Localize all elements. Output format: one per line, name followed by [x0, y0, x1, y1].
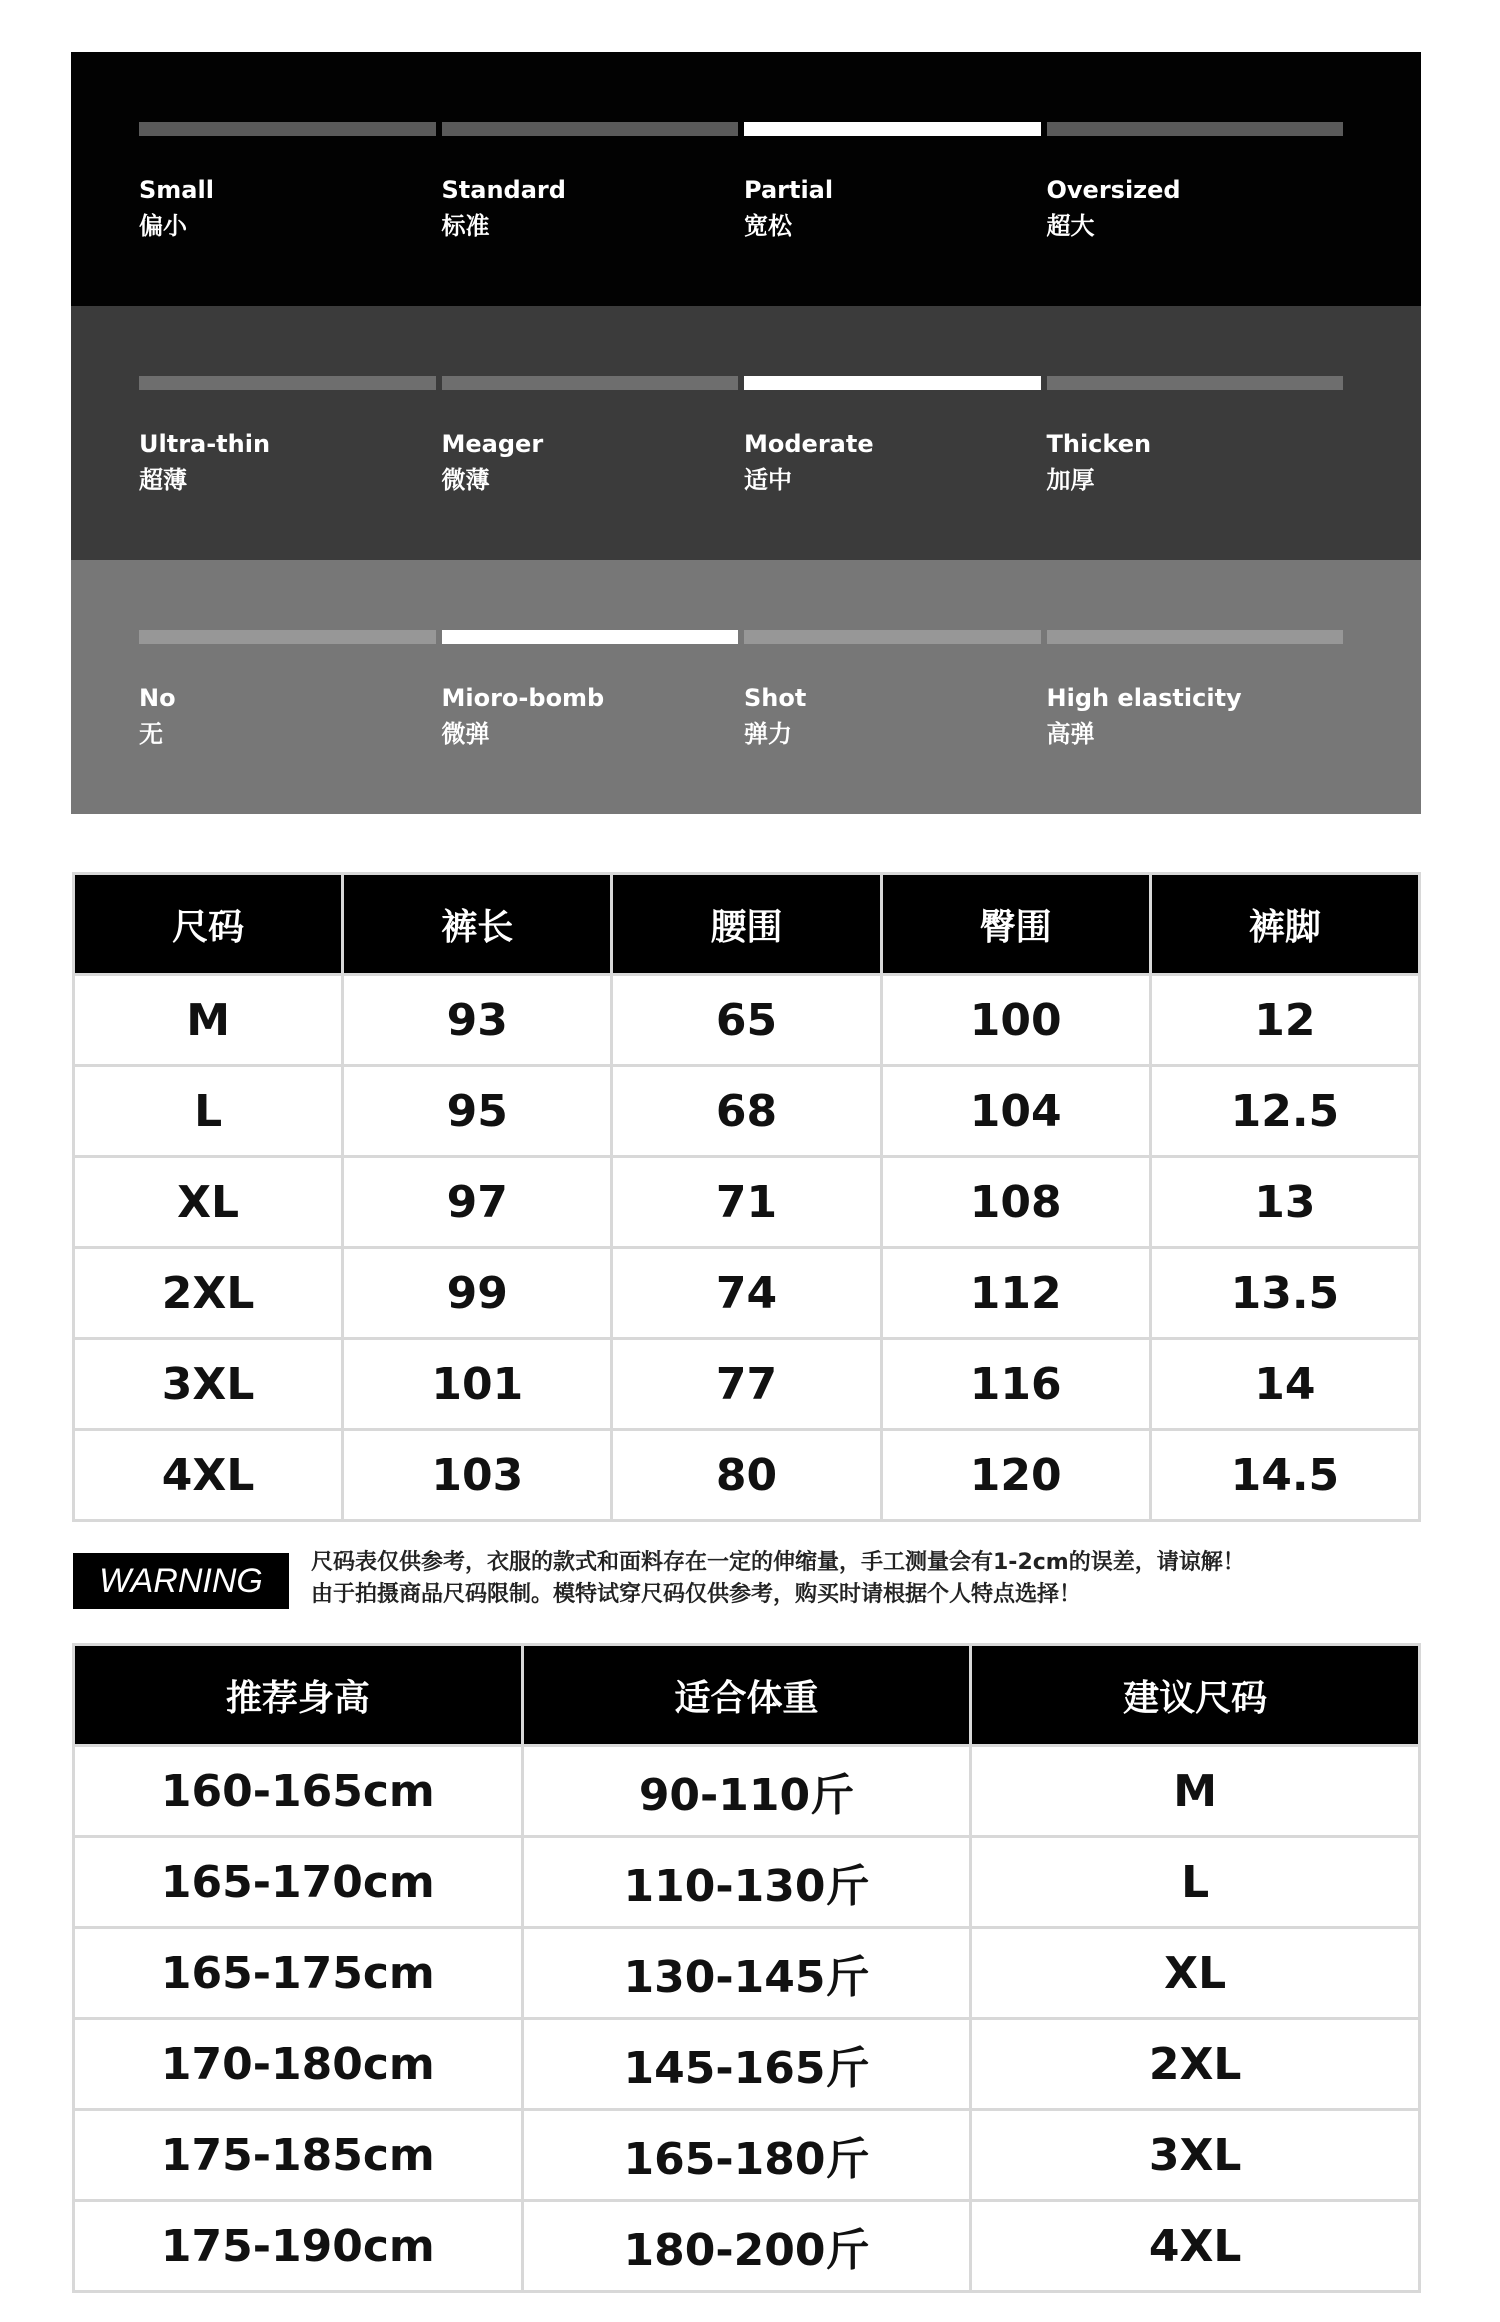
- table-cell: 2XL: [971, 2019, 1420, 2110]
- table-cell: 4XL: [74, 1430, 343, 1521]
- table-cell: M: [971, 1746, 1420, 1837]
- attribute-scale: [139, 122, 1343, 136]
- option-label-en: No: [139, 684, 176, 712]
- table-row: [74, 975, 1420, 1066]
- table-cell: 2XL: [74, 1248, 343, 1339]
- scale-segment-active: [744, 122, 1041, 136]
- table-cell: 112: [881, 1248, 1150, 1339]
- table-row: [74, 1339, 1420, 1430]
- table-cell: 165-180斤: [522, 2110, 971, 2201]
- table-cell: 74: [612, 1248, 881, 1339]
- warning-line-2: 由于拍摄商品尺码限制。模特试穿尺码仅供参考，购买时请根据个人特点选择！: [311, 1582, 1082, 1607]
- option-label-zh: 偏小: [139, 212, 187, 240]
- table-row: [74, 1746, 1420, 1837]
- table-cell: 14.5: [1150, 1430, 1419, 1521]
- column-header: 尺码: [74, 874, 343, 975]
- table-cell: 97: [343, 1157, 612, 1248]
- table-cell: 77: [612, 1339, 881, 1430]
- warning-text: [311, 1547, 1431, 1611]
- column-header: 适合体重: [522, 1645, 971, 1746]
- table-cell: XL: [74, 1157, 343, 1248]
- table-cell: 4XL: [971, 2201, 1420, 2292]
- option-label-zh: 弹力: [744, 720, 792, 748]
- attribute-scale: [139, 630, 1343, 644]
- table-cell: 68: [612, 1066, 881, 1157]
- table-cell: 13.5: [1150, 1248, 1419, 1339]
- table-cell: 160-165cm: [74, 1746, 523, 1837]
- attribute-option: [139, 680, 442, 752]
- option-label-zh: 超薄: [139, 466, 187, 494]
- scale-segment-active: [442, 630, 739, 644]
- attribute-option: [1047, 426, 1350, 498]
- table-cell: 12.5: [1150, 1066, 1419, 1157]
- table-cell: 90-110斤: [522, 1746, 971, 1837]
- attribute-option: [1047, 680, 1350, 752]
- table-cell: 3XL: [971, 2110, 1420, 2201]
- column-header: 裤脚: [1150, 874, 1419, 975]
- scale-segment: [744, 630, 1041, 644]
- table-cell: 99: [343, 1248, 612, 1339]
- option-label-en: Small: [139, 176, 214, 204]
- attribute-labels: [139, 426, 1349, 498]
- table-cell: 71: [612, 1157, 881, 1248]
- column-header: 裤长: [343, 874, 612, 975]
- size-table-header-row: [74, 874, 1420, 975]
- table-row: [74, 1066, 1420, 1157]
- table-row: [74, 1430, 1420, 1521]
- option-label-en: Shot: [744, 684, 807, 712]
- option-label-en: Partial: [744, 176, 834, 204]
- size-table: [72, 872, 1421, 1522]
- table-cell: 120: [881, 1430, 1150, 1521]
- table-cell: 65: [612, 975, 881, 1066]
- scale-segment: [442, 376, 739, 390]
- table-row: [74, 2019, 1420, 2110]
- option-label-en: High elasticity: [1046, 684, 1242, 712]
- table-cell: 116: [881, 1339, 1150, 1430]
- option-label-zh: 无: [139, 720, 163, 748]
- attribute-labels: [139, 680, 1349, 752]
- table-cell: L: [74, 1066, 343, 1157]
- scale-segment: [1047, 376, 1344, 390]
- table-cell: 12: [1150, 975, 1419, 1066]
- table-cell: XL: [971, 1928, 1420, 2019]
- option-label-zh: 超大: [1046, 212, 1095, 240]
- table-cell: 101: [343, 1339, 612, 1430]
- attribute-labels: [139, 172, 1349, 244]
- table-cell: L: [971, 1837, 1420, 1928]
- table-cell: 13: [1150, 1157, 1419, 1248]
- attribute-panel: [71, 306, 1421, 560]
- scale-segment: [139, 630, 436, 644]
- scale-segment: [1047, 630, 1344, 644]
- attribute-panels: [71, 52, 1421, 814]
- table-row: [74, 1248, 1420, 1339]
- table-row: [74, 1928, 1420, 2019]
- attribute-option: [442, 172, 745, 244]
- table-cell: M: [74, 975, 343, 1066]
- table-cell: 130-145斤: [522, 1928, 971, 2019]
- table-cell: 170-180cm: [74, 2019, 523, 2110]
- column-header: 腰围: [612, 874, 881, 975]
- table-cell: 80: [612, 1430, 881, 1521]
- table-cell: 108: [881, 1157, 1150, 1248]
- option-label-zh: 微薄: [441, 466, 490, 494]
- scale-segment-active: [744, 376, 1041, 390]
- option-label-en: Moderate: [744, 430, 874, 458]
- table-cell: 104: [881, 1066, 1150, 1157]
- table-cell: 175-185cm: [74, 2110, 523, 2201]
- warning-line-1: 尺码表仅供参考，衣服的款式和面料存在一定的伸缩量，手工测量会有1-2cm的误差，请谅解！: [311, 1550, 1245, 1575]
- option-label-en: Oversized: [1046, 176, 1181, 204]
- attribute-option: [744, 172, 1047, 244]
- table-cell: 103: [343, 1430, 612, 1521]
- table-row: [74, 1157, 1420, 1248]
- table-row: [74, 2110, 1420, 2201]
- option-label-en: Standard: [441, 176, 566, 204]
- attribute-option: [442, 680, 745, 752]
- table-cell: 165-170cm: [74, 1837, 523, 1928]
- option-label-zh: 宽松: [744, 212, 792, 240]
- option-label-en: Mioro-bomb: [441, 684, 605, 712]
- warning-notice: [73, 1547, 1423, 1617]
- table-cell: 14: [1150, 1339, 1419, 1430]
- attribute-option: [744, 426, 1047, 498]
- table-row: [74, 1837, 1420, 1928]
- column-header: 推荐身高: [74, 1645, 523, 1746]
- scale-segment: [139, 122, 436, 136]
- table-cell: 95: [343, 1066, 612, 1157]
- attribute-option: [744, 680, 1047, 752]
- table-cell: 93: [343, 975, 612, 1066]
- attribute-option: [139, 426, 442, 498]
- attribute-scale: [139, 376, 1343, 390]
- table-cell: 145-165斤: [522, 2019, 971, 2110]
- option-label-zh: 适中: [744, 466, 792, 494]
- table-cell: 110-130斤: [522, 1837, 971, 1928]
- attribute-panel: [71, 52, 1421, 306]
- attribute-option: [1047, 172, 1350, 244]
- option-label-en: Thicken: [1046, 430, 1152, 458]
- attribute-option: [139, 172, 442, 244]
- option-label-zh: 加厚: [1046, 466, 1095, 494]
- table-cell: 100: [881, 975, 1150, 1066]
- table-cell: 3XL: [74, 1339, 343, 1430]
- recommend-table: [72, 1643, 1421, 2293]
- option-label-en: Ultra-thin: [139, 430, 271, 458]
- attribute-panel: [71, 560, 1421, 814]
- table-row: [74, 2201, 1420, 2292]
- attribute-option: [442, 426, 745, 498]
- scale-segment: [139, 376, 436, 390]
- option-label-zh: 高弹: [1046, 720, 1095, 748]
- scale-segment: [1047, 122, 1344, 136]
- warning-badge: WARNING: [73, 1553, 289, 1609]
- column-header: 臀围: [881, 874, 1150, 975]
- option-label-zh: 标准: [441, 212, 490, 240]
- table-cell: 180-200斤: [522, 2201, 971, 2292]
- scale-segment: [442, 122, 739, 136]
- option-label-zh: 微弹: [441, 720, 490, 748]
- option-label-en: Meager: [441, 430, 544, 458]
- column-header: 建议尺码: [971, 1645, 1420, 1746]
- table-cell: 175-190cm: [74, 2201, 523, 2292]
- recommend-table-header-row: [74, 1645, 1420, 1746]
- table-cell: 165-175cm: [74, 1928, 523, 2019]
